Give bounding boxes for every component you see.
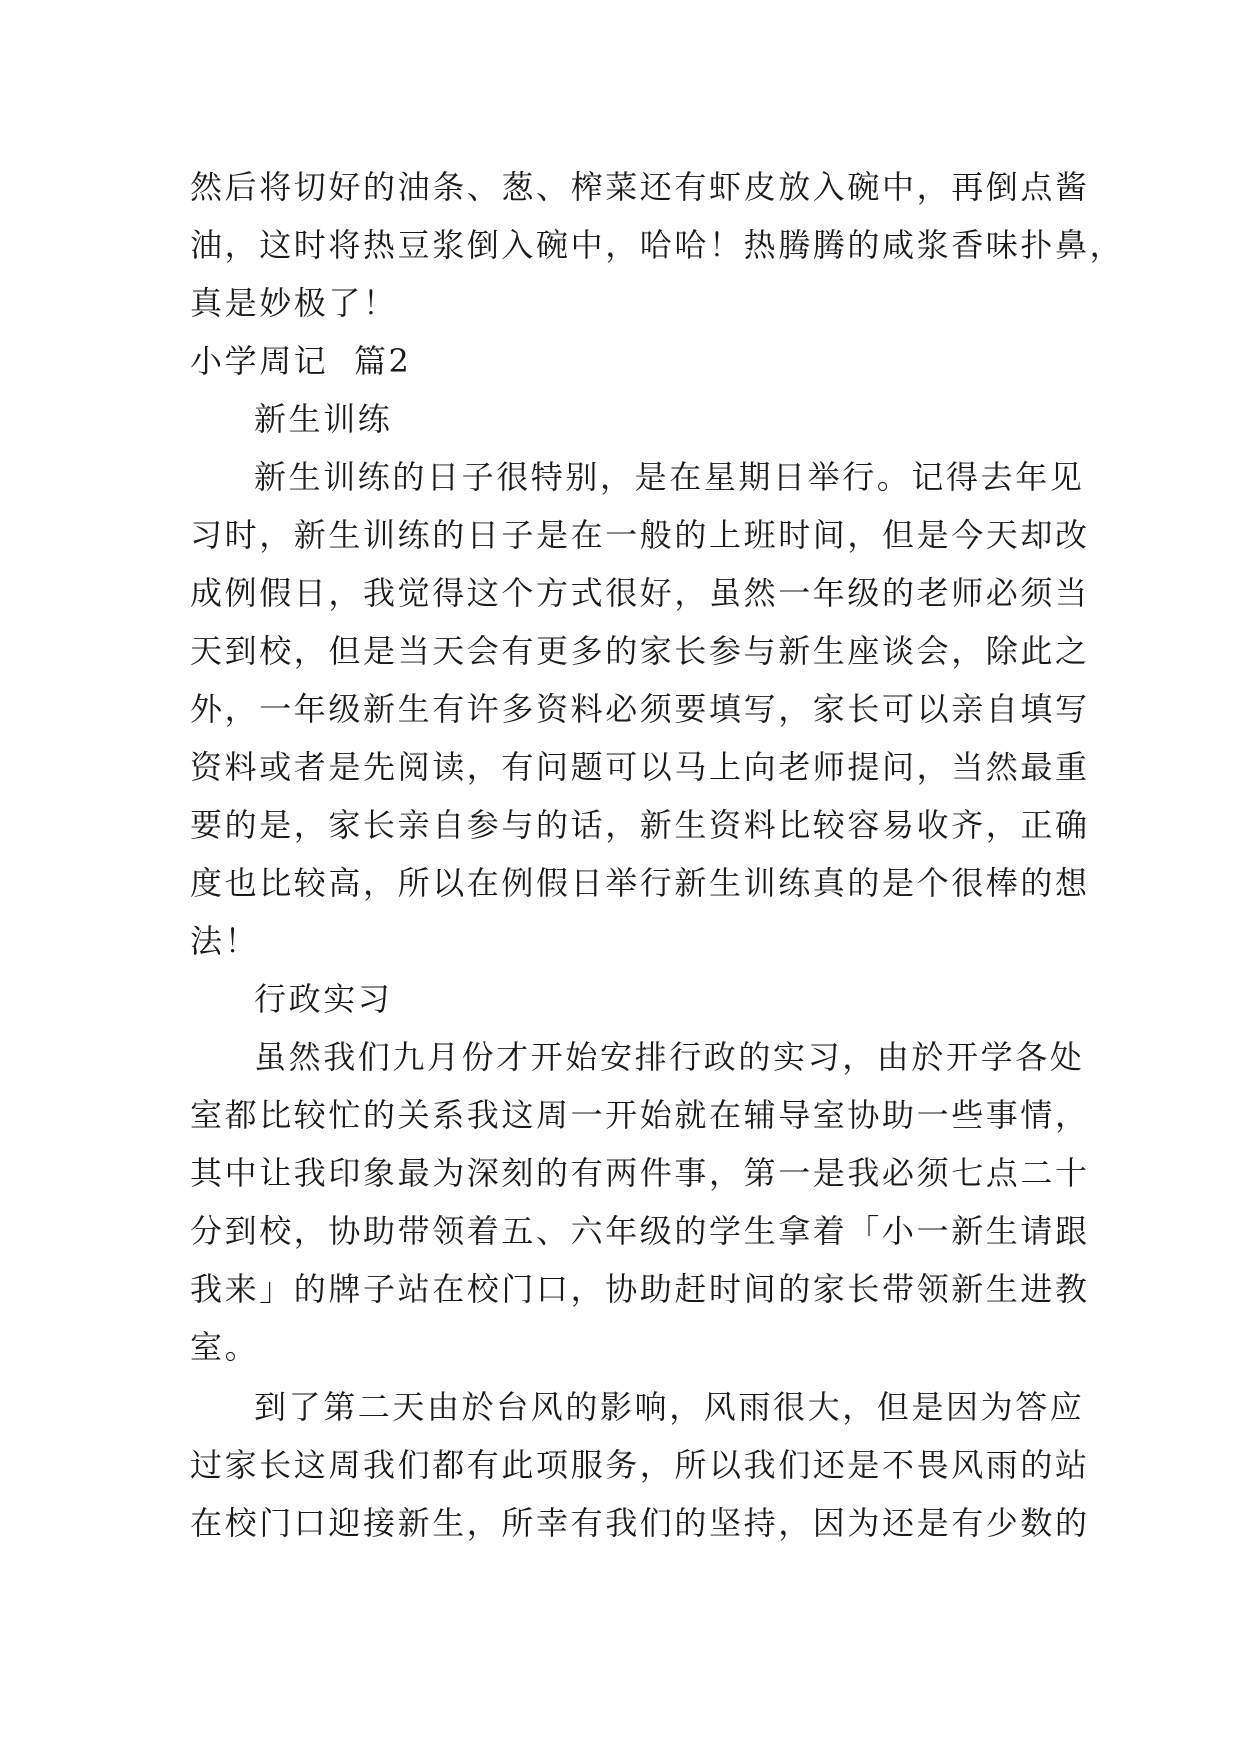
text-line: 要的是，家长亲自参与的话，新生资料比较容易收齐，正确 <box>190 806 1090 844</box>
text-line: 然后将切好的油条、葱、榨菜还有虾皮放入碗中，再倒点酱 <box>190 168 1090 206</box>
admin-paragraph-1 <box>190 1028 1090 1376</box>
training-paragraph <box>190 448 1090 970</box>
text-line: 度也比较高，所以在例假日举行新生训练真的是个很棒的想 <box>190 864 1090 902</box>
text-line: 室。 <box>190 1328 260 1366</box>
text-line: 资料或者是先阅读，有问题可以马上向老师提问，当然最重 <box>190 748 1090 786</box>
text-line: 习时，新生训练的日子是在一般的上班时间，但是今天却改 <box>190 516 1090 554</box>
text-line: 过家长这周我们都有此项服务，所以我们还是不畏风雨的站 <box>190 1446 1090 1484</box>
text-line: 油，这时将热豆浆倒入碗中，哈哈！热腾腾的咸浆香味扑鼻， <box>190 226 1125 264</box>
intro-paragraph <box>190 158 1125 332</box>
document-page <box>190 158 1125 1552</box>
article-heading: 小学周记 篇2 <box>190 342 412 380</box>
text-line: 新生训练的日子很特别，是在星期日举行。记得去年见 <box>254 458 1085 496</box>
text-line: 天到校，但是当天会有更多的家长参与新生座谈会，除此之 <box>190 632 1090 670</box>
text-line: 我来」的牌子站在校门口，协助赶时间的家长带领新生进教 <box>190 1270 1090 1308</box>
admin-paragraph-2 <box>190 1378 1090 1552</box>
section-title-admin: 行政实习 <box>254 980 393 1018</box>
text-line: 成例假日，我觉得这个方式很好，虽然一年级的老师必须当 <box>190 574 1090 612</box>
text-line: 在校门口迎接新生，所幸有我们的坚持，因为还是有少数的 <box>190 1504 1090 1542</box>
text-line: 到了第二天由於台风的影响，风雨很大，但是因为答应 <box>254 1388 1085 1426</box>
text-line: 真是妙极了！ <box>190 284 398 322</box>
section-title-training: 新生训练 <box>254 400 393 438</box>
text-line: 虽然我们九月份才开始安排行政的实习，由於开学各处 <box>254 1038 1085 1076</box>
text-line: 室都比较忙的关系我这周一开始就在辅导室协助一些事情， <box>190 1096 1090 1134</box>
text-line: 分到校，协助带领着五、六年级的学生拿着「小一新生请跟 <box>190 1212 1090 1250</box>
text-line: 法！ <box>190 922 260 960</box>
text-line: 外，一年级新生有许多资料必须要填写，家长可以亲自填写 <box>190 690 1090 728</box>
text-line: 其中让我印象最为深刻的有两件事，第一是我必须七点二十 <box>190 1154 1090 1192</box>
